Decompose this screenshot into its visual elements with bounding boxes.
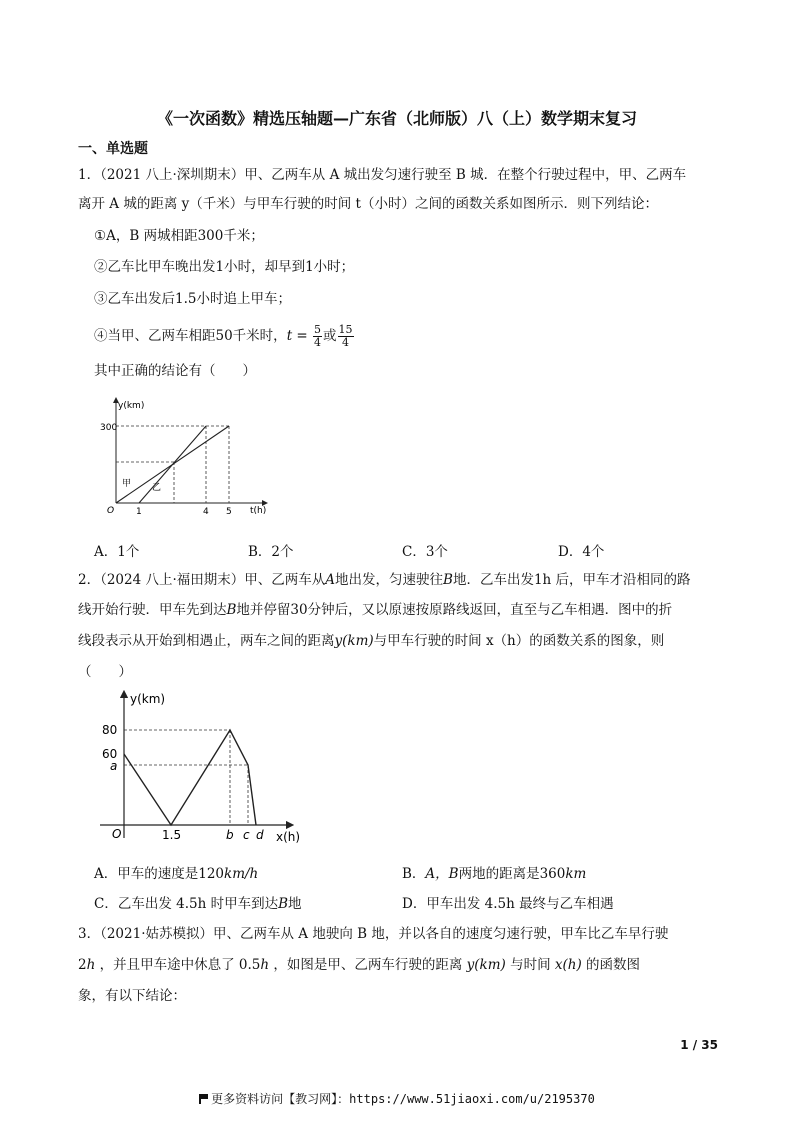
q1-graph: [100, 390, 280, 520]
q1-x-tick-1: 1: [136, 507, 142, 517]
q3-line1: 3．（2021·姑苏模拟）甲、乙两车从 A 地驶向 B 地，并以各自的速度匀速行驶，甲车比乙车早行驶: [78, 926, 669, 942]
q1-option-d[interactable]: D．4个: [558, 544, 605, 560]
footer-link-text[interactable]: 更多资料访问【教习网】：https://www.51jiaoxi.com/u/2195370: [211, 1092, 595, 1106]
q1-ask: 其中正确的结论有（ ）: [94, 363, 256, 379]
q1-origin: O: [107, 506, 115, 516]
q1-x-tick-4: 4: [203, 507, 209, 517]
q1-c4-text: ④当甲、乙两车相距50千米时，: [94, 328, 287, 344]
q2-line4: （ ）: [78, 664, 132, 680]
section-heading: 一、单选题: [78, 141, 148, 157]
q2-option-a[interactable]: A．甲车的速度是120km/h: [94, 866, 259, 882]
q1-c4-frac1: $\frac{5}{4}$: [314, 323, 322, 349]
q2-x-tick-1.5: 1.5: [162, 828, 182, 842]
q1-conclusion-2: ②乙车比甲车晚出发1小时，却早到1小时；: [94, 259, 355, 275]
q1-label-yi: 乙: [152, 483, 162, 493]
q1-c4-or: 或: [323, 328, 337, 344]
q1-line-yi: [139, 426, 206, 503]
q2-y-tick-80: 80: [102, 723, 118, 737]
q1-x-tick-5: 5: [226, 507, 232, 517]
q1-option-b[interactable]: B．2个: [248, 544, 294, 560]
q1-conclusion-4: [94, 320, 355, 352]
flag-icon: [199, 1094, 207, 1104]
q1-line2: 离开 A 城的距离 y（千米）与甲车行驶的时间 t（小时）之间的函数关系如图所示．则下列结论：: [78, 196, 658, 212]
q2-option-c[interactable]: C．乙车出发 4.5h 时甲车到达B地: [94, 896, 302, 912]
page-title: 《一次函数》精选压轴题—广东省（北师版）八（上）数学期末复习: [156, 109, 637, 128]
q2-y-tick-a: a: [110, 759, 118, 773]
page-number: 1 / 35: [680, 1038, 718, 1052]
q1-label-jia: 甲: [122, 479, 132, 489]
q3-line2: 2h ，并且甲车途中休息了 0.5h ，如图是甲、乙两车行驶的距离 y(km) 与时间 x(h) 的函数图: [78, 957, 641, 973]
footer-link[interactable]: [0, 1090, 794, 1107]
q2-origin: O: [112, 827, 122, 841]
q1-option-a[interactable]: A．1个: [94, 544, 140, 560]
q1-c4-t: t: [286, 328, 293, 344]
q2-y-label: y(km): [130, 692, 166, 706]
q2-x-label: x(h): [276, 830, 301, 844]
q3-line3: 象，有以下结论：: [78, 988, 186, 1004]
q1-c4-frac2: $\frac{15}{4}$: [338, 323, 353, 349]
q2-line1: 2．（2024 八上·福田期末）甲、乙两车从A地出发，匀速驶往B地．乙车出发1h 后，甲车才沿相同的路: [78, 572, 691, 588]
q2-line3: 线段表示从开始到相遇止，两车之间的距离y(km)与甲车行驶的时间 x（h）的函数关系的图象，则: [78, 633, 665, 649]
q1-line1: 1．（2021 八上·深圳期末）甲、乙两车从 A 城出发匀速行驶至 B 城．在整个行驶过程中，甲、乙两车: [78, 167, 687, 183]
q2-option-d[interactable]: D．甲车出发 4.5h 最终与乙车相遇: [402, 896, 614, 912]
q2-x-tick-d: d: [256, 828, 264, 842]
q2-option-b[interactable]: B．A，B两地的距离是360km: [402, 866, 587, 882]
q2-x-tick-b: b: [226, 828, 234, 842]
q1-y-label: y(km): [118, 401, 145, 411]
q1-c4-eq: =: [292, 328, 313, 344]
q1-conclusion-1: ①A，B 两城相距300千米；: [94, 228, 264, 244]
q1-x-label: t(h): [250, 506, 267, 516]
q2-y-tick-60: 60: [102, 747, 118, 761]
q2-line2: 线开始行驶．甲车先到达B地并停留30分钟后，又以原速按原路线返回，直至与乙车相遇．图中的折: [78, 602, 673, 618]
q1-conclusion-3: ③乙车出发后1.5小时追上甲车；: [94, 291, 291, 307]
q2-x-tick-c: c: [243, 828, 250, 842]
q2-polyline: [124, 730, 256, 825]
q1-y-tick-300: 300: [100, 423, 118, 433]
q1-option-c[interactable]: C．3个: [402, 544, 448, 560]
q2-graph: [90, 688, 310, 846]
